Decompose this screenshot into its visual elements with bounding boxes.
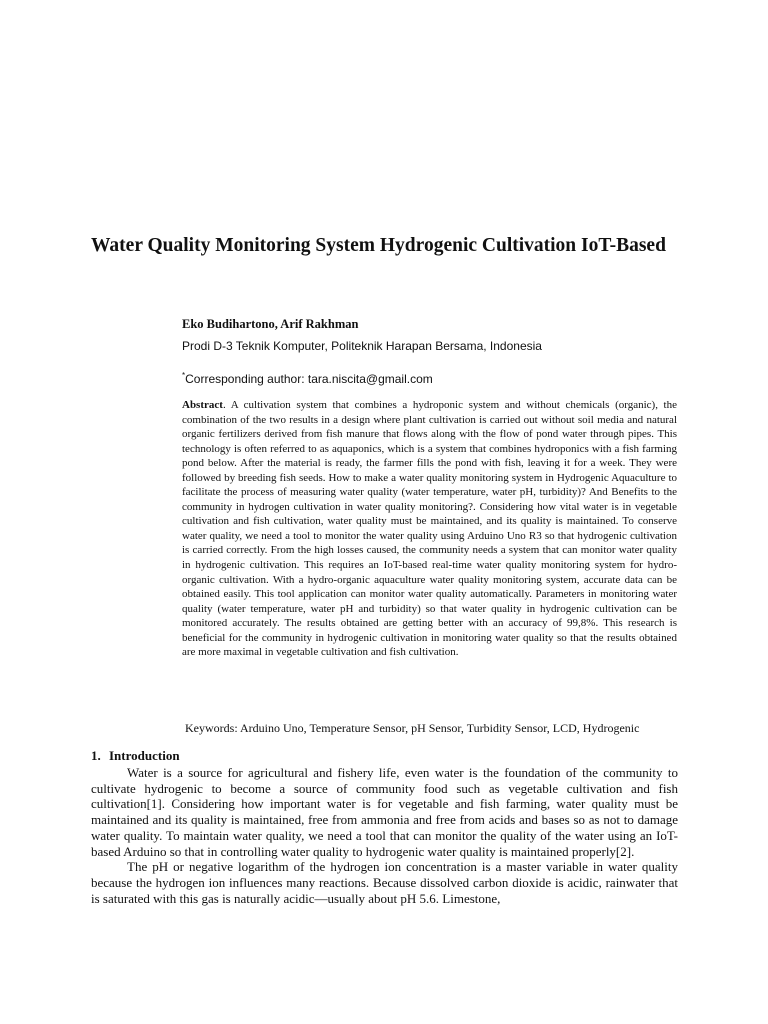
section-heading <box>91 747 180 764</box>
abstract-label: Abstract <box>182 399 223 411</box>
section-body <box>91 765 678 906</box>
section-number: 1. <box>91 748 101 763</box>
abstract-text: . A cultivation system that combines a hydroponic system and without chemicals (organic), the combination of the two results in a design where plant cultivation is carried out without soil media and natural organic fertilizers derived from fish manure that flows along with the flow of pond water through pipes. This technology is often referred to as aquaponics, which is a system that combines hydroponics with a fish farming pond below. After the material is ready, the farmer fills the pond with fish, leaving it for a week. They were followed by breeding fish seeds. How to make a water quality monitoring system in Hydrogenic Aquaculture to facilitate the process of measuring water quality (water temperature, water pH, turbidity)? And Benefits to the community in hydrogen cultivation in water quality monitoring?. Considering how vital water is in vegetable cultivation and fish cultivation, water quality must be maintained, and its quality is maintained. To conserve water quality, we need a tool to monitor the water quality using Arduino Uno R3 so that hydrogenic cultivation is carried correctly. From the high losses caused, the community needs a system that can monitor water quality in hydrogenic cultivation. This requires an IoT-based real-time water quality monitoring system for hydro-organic cultivation. With a hydro-organic aquaculture water quality monitoring system, accurate data can be obtained easily. This tool application can monitor water quality automatically. Parameters in monitoring water quality (water temperature, water pH and turbidity) so that water quality in hydrogenic cultivation can be monitored accurately. The results obtained are getting better with an accuracy of 99,8%. This research is beneficial for the community in hydrogenic cultivation in monitoring water quality so that the results obtained are more maximal in vegetable cultivation and fish cultivation. <box>182 399 677 659</box>
keywords: Keywords: Arduino Uno, Temperature Sensor, pH Sensor, Turbidity Sensor, LCD, Hydrogenic <box>185 721 640 735</box>
corresponding-text: Corresponding author: tara.niscita@gmail.com <box>185 372 433 386</box>
abstract <box>182 398 677 660</box>
section-title: Introduction <box>109 748 180 763</box>
body-paragraph: Water is a source for agricultural and fishery life, even water is the foundation of the community to cultivate hydrogenic to become a source of community food such as vegetable cultivation and fish cultivation[1]. Considering how important water is for vegetable and fish farming, water quality must be maintained and its quality is maintained, free from ammonia and free from acids and bases so as not to damage water quality. To maintain water quality, we need a tool that can monitor the quality of the water using an IoT-based Arduino so that in controlling water quality to hydrogenic water quality is maintained properly[2]. <box>91 765 678 859</box>
corresponding-author <box>182 368 433 387</box>
corresponding-mark: * <box>182 371 186 380</box>
paper-title: Water Quality Monitoring System Hydrogenic Cultivation IoT-Based <box>91 235 666 256</box>
author-list: Eko Budihartono, Arif Rakhman <box>182 317 359 331</box>
affiliation: Prodi D-3 Teknik Komputer, Politeknik Harapan Bersama, Indonesia <box>182 339 542 353</box>
body-paragraph: The pH or negative logarithm of the hydrogen ion concentration is a master variable in water quality because the hydrogen ion influences many reactions. Because dissolved carbon dioxide is acidic, rainwater that is saturated with this gas is naturally acidic—usually about pH 5.6. Limestone, <box>91 859 678 906</box>
